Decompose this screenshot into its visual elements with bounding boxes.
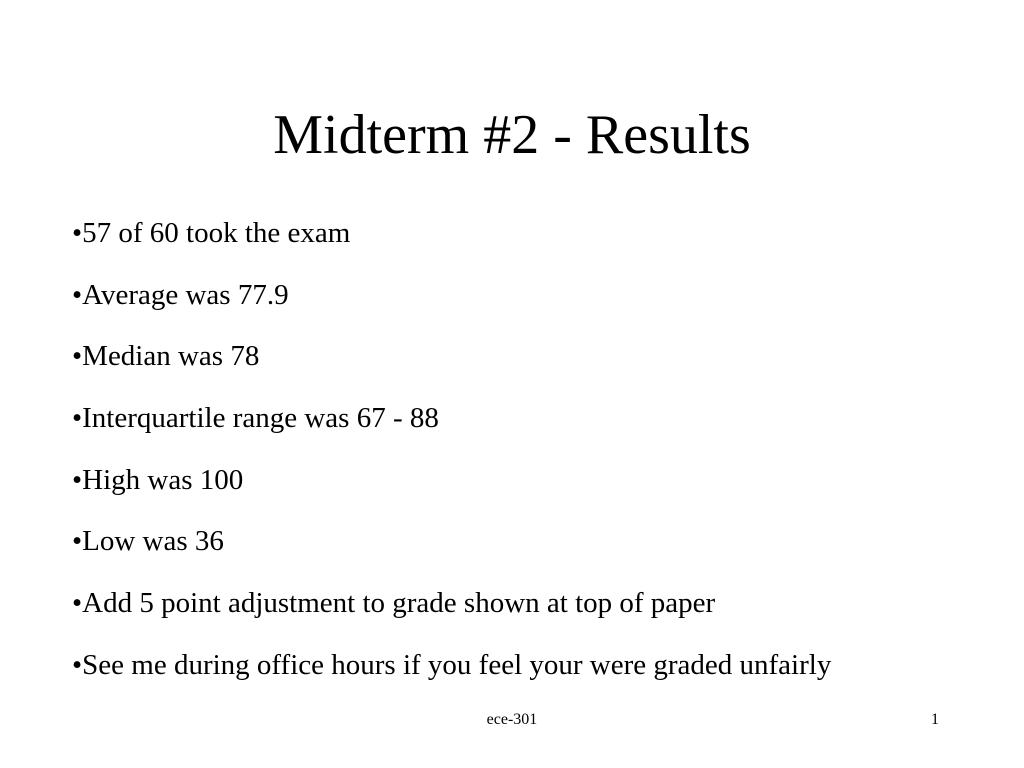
footer-page-number: 1 <box>931 711 939 728</box>
bullet-item: •57 of 60 took the exam <box>72 217 351 249</box>
bullet-item: •Average was 77.9 <box>72 278 289 311</box>
bullet-item: •See me during office hours if you feel your were graded unfairly <box>72 648 832 681</box>
bullet-item: •Low was 36 <box>72 525 224 558</box>
bullet-item: •High was 100 <box>72 463 244 496</box>
slide-title: Midterm #2 - Results <box>273 104 751 166</box>
bullet-list <box>72 211 1012 705</box>
bullet-item: •Median was 78 <box>72 340 260 373</box>
bullet-item: •Interquartile range was 67 - 88 <box>72 402 439 435</box>
footer-course-label: ece-301 <box>486 711 538 728</box>
bullet-item: •Add 5 point adjustment to grade shown at top of paper <box>72 587 716 620</box>
